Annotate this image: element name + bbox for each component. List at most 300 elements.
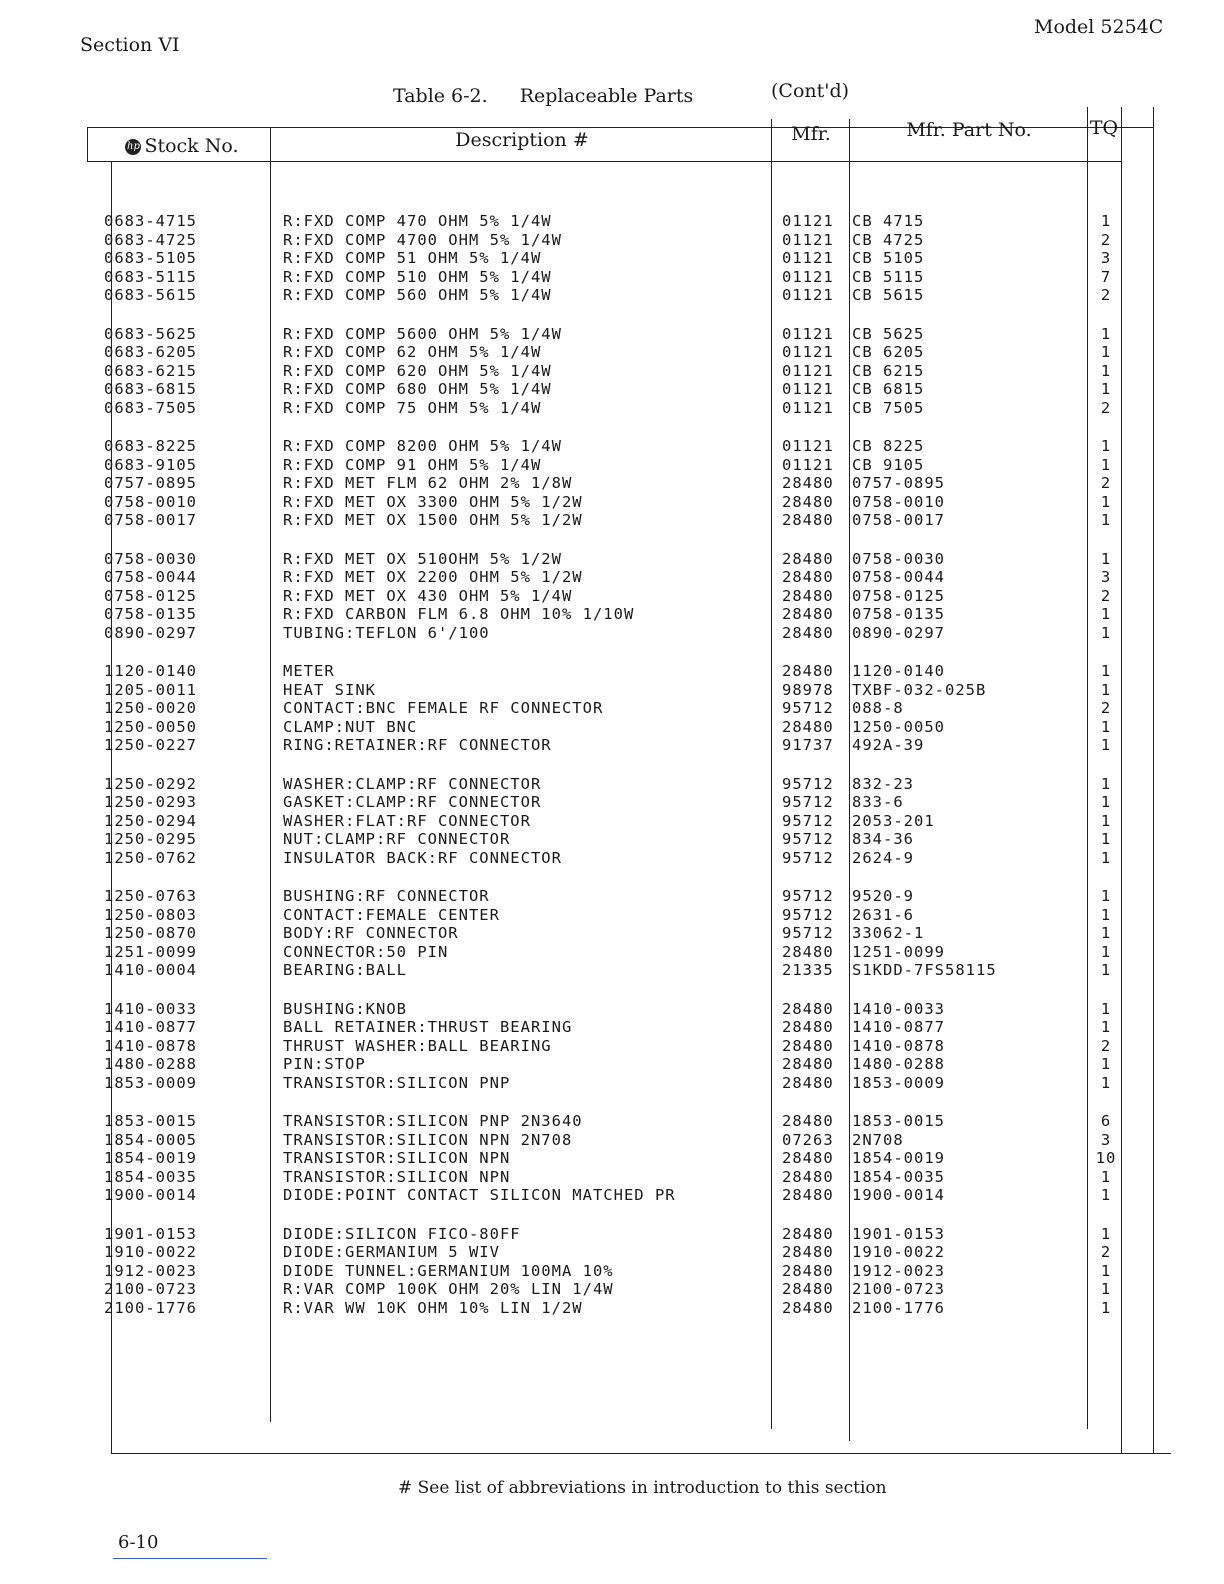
total-quantity: 2 — [1100, 286, 1112, 305]
mfr-part-number: 2100-0723 — [852, 1280, 945, 1299]
mfr-code: 28480 — [782, 942, 834, 961]
stock-number: 0683-5615 — [104, 286, 197, 305]
total-quantity: 3 — [1100, 249, 1112, 268]
mfr-code: 95712 — [782, 811, 834, 830]
mfr-code: 95712 — [782, 774, 834, 793]
mfr-code: 28480 — [782, 586, 834, 605]
stock-number: 1410-0878 — [104, 1036, 197, 1055]
stock-number: 1901-0153 — [104, 1224, 197, 1243]
table-row — [100, 343, 1140, 362]
mfr-code: 07263 — [782, 1130, 834, 1149]
description: R:FXD COMP 680 OHM 5% 1/4W — [283, 380, 552, 399]
table-row — [100, 812, 1140, 831]
total-quantity: 3 — [1100, 1130, 1112, 1149]
description: R:FXD COMP 8200 OHM 5% 1/4W — [283, 437, 562, 455]
col-header-stock: hp Stock No. — [127, 135, 239, 157]
table-row — [100, 1243, 1140, 1262]
mfr-code: 28480 — [782, 717, 834, 736]
table-row — [100, 624, 1140, 643]
description: TRANSISTOR:SILICON PNP 2N3640 — [283, 1112, 583, 1130]
total-quantity: 2 — [1100, 474, 1112, 493]
table-row — [100, 1000, 1140, 1019]
mfr-code: 01121 — [782, 343, 834, 362]
stock-number: 0683-4725 — [104, 230, 197, 249]
total-quantity: 1 — [1100, 717, 1112, 736]
table-row — [100, 474, 1140, 493]
description: CONNECTOR:50 PIN — [283, 942, 449, 961]
table-row — [100, 231, 1140, 250]
mfr-code: 28480 — [782, 662, 834, 680]
stock-number: 1912-0023 — [104, 1261, 197, 1280]
description: R:FXD COMP 62 OHM 5% 1/4W — [283, 343, 542, 362]
mfr-part-number: 1250-0050 — [852, 717, 945, 736]
part-group — [100, 775, 1140, 888]
stock-number: 0683-6215 — [104, 361, 197, 380]
total-quantity: 1 — [1100, 605, 1112, 624]
stock-number: 0758-0125 — [104, 586, 197, 605]
mfr-part-number: 2053-201 — [852, 811, 935, 830]
stock-number: 1250-0295 — [104, 830, 197, 849]
mfr-part-number: CB 9105 — [852, 455, 925, 474]
mfr-part-number: 1410-0033 — [852, 999, 945, 1018]
stock-number: 0758-0044 — [104, 568, 197, 587]
table-row — [100, 849, 1140, 868]
table-row — [100, 718, 1140, 737]
stock-number: 1250-0294 — [104, 811, 197, 830]
mfr-part-number: 1901-0153 — [852, 1224, 945, 1243]
table-row — [100, 1149, 1140, 1168]
mfr-part-number: 1410-0878 — [852, 1036, 945, 1055]
mfr-code: 28480 — [782, 1055, 834, 1074]
mfr-code: 01121 — [782, 230, 834, 249]
mfr-part-number: 0890-0297 — [852, 623, 945, 642]
total-quantity: 1 — [1100, 492, 1112, 511]
stock-number: 0683-5115 — [104, 267, 197, 286]
total-quantity: 2 — [1100, 586, 1112, 605]
stock-number: 1410-0033 — [104, 999, 197, 1018]
description: TRANSISTOR:SILICON NPN — [283, 1167, 511, 1186]
stock-number: 1250-0293 — [104, 793, 197, 812]
total-quantity: 2 — [1100, 1036, 1112, 1055]
mfr-code: 28480 — [782, 1243, 834, 1262]
mfr-part-number: 2624-9 — [852, 848, 914, 867]
stock-number: 0683-5625 — [104, 324, 197, 343]
mfr-part-number: 0758-0044 — [852, 568, 945, 587]
description: R:FXD CARBON FLM 6.8 OHM 10% 1/10W — [283, 605, 635, 624]
stock-number: 0890-0297 — [104, 623, 197, 642]
total-quantity: 1 — [1100, 942, 1112, 961]
stock-number: 0683-5105 — [104, 249, 197, 268]
stock-number: 1250-0020 — [104, 699, 197, 718]
stock-number: 2100-1776 — [104, 1298, 197, 1317]
page-number: 6-10 — [118, 1532, 159, 1553]
total-quantity: 1 — [1100, 1055, 1112, 1074]
total-quantity: 6 — [1100, 1112, 1112, 1130]
description: BEARING:BALL — [283, 961, 407, 980]
page-underline — [113, 1558, 267, 1559]
stock-number: 0683-4715 — [104, 212, 197, 230]
mfr-part-number: 2100-1776 — [852, 1298, 945, 1317]
mfr-part-number: TXBF-032-025B — [852, 680, 987, 699]
description: R:FXD COMP 620 OHM 5% 1/4W — [283, 361, 552, 380]
description: R:FXD COMP 470 OHM 5% 1/4W — [283, 212, 552, 230]
model-label: Model 5254C — [1034, 16, 1164, 38]
total-quantity: 1 — [1100, 924, 1112, 943]
mfr-part-number: CB 5115 — [852, 267, 925, 286]
table-row — [100, 380, 1140, 399]
mfr-code: 28480 — [782, 1018, 834, 1037]
total-quantity: 1 — [1100, 455, 1112, 474]
description: THRUST WASHER:BALL BEARING — [283, 1036, 552, 1055]
total-quantity: 2 — [1100, 398, 1112, 417]
stock-number: 1250-0292 — [104, 774, 197, 793]
mfr-part-number: CB 6815 — [852, 380, 925, 399]
table-row — [100, 550, 1140, 569]
mfr-code: 01121 — [782, 437, 834, 455]
mfr-code: 28480 — [782, 1073, 834, 1092]
stock-number: 0758-0030 — [104, 549, 197, 568]
total-quantity: 1 — [1100, 1186, 1112, 1205]
total-quantity: 3 — [1100, 568, 1112, 587]
mfr-code: 91737 — [782, 736, 834, 755]
mfr-part-number: 1853-0009 — [852, 1073, 945, 1092]
table-row — [100, 1262, 1140, 1281]
table-row — [100, 212, 1140, 231]
stock-number: 0683-8225 — [104, 437, 197, 455]
stock-number: 1854-0035 — [104, 1167, 197, 1186]
stock-number: 1251-0099 — [104, 942, 197, 961]
part-group — [100, 1225, 1140, 1338]
mfr-code: 01121 — [782, 455, 834, 474]
footnote: # See list of abbreviations in introduction to this section — [398, 1478, 887, 1498]
mfr-part-number: 832-23 — [852, 774, 914, 793]
stock-number: 0758-0017 — [104, 511, 197, 530]
table-row — [100, 437, 1140, 456]
mfr-part-number: 1900-0014 — [852, 1186, 945, 1205]
table-row — [100, 1131, 1140, 1150]
mfr-part-number: 0758-0010 — [852, 492, 945, 511]
stock-number: 1205-0011 — [104, 680, 197, 699]
total-quantity: 1 — [1100, 793, 1112, 812]
mfr-code: 01121 — [782, 398, 834, 417]
description: TRANSISTOR:SILICON NPN 2N708 — [283, 1130, 573, 1149]
mfr-code: 95712 — [782, 830, 834, 849]
stock-number: 0683-6205 — [104, 343, 197, 362]
stock-number: 0683-7505 — [104, 398, 197, 417]
stock-number: 1854-0005 — [104, 1130, 197, 1149]
total-quantity: 1 — [1100, 848, 1112, 867]
total-quantity: 1 — [1100, 511, 1112, 530]
mfr-code: 28480 — [782, 1167, 834, 1186]
table-row — [100, 1037, 1140, 1056]
stock-number: 1120-0140 — [104, 662, 197, 680]
stock-number: 0758-0135 — [104, 605, 197, 624]
total-quantity: 1 — [1100, 961, 1112, 980]
total-quantity: 1 — [1100, 1073, 1112, 1092]
total-quantity: 1 — [1100, 887, 1112, 905]
table-row — [100, 1112, 1140, 1131]
parts-list — [100, 212, 1140, 1337]
table-row — [100, 1168, 1140, 1187]
part-group — [100, 1000, 1140, 1113]
description: DIODE TUNNEL:GERMANIUM 100MA 10% — [283, 1261, 614, 1280]
table-row — [100, 249, 1140, 268]
description: R:FXD COMP 4700 OHM 5% 1/4W — [283, 230, 562, 249]
description: DIODE:SILICON FICO-80FF — [283, 1224, 521, 1243]
total-quantity: 1 — [1100, 680, 1112, 699]
col-header-tq: TQ — [1089, 117, 1119, 139]
description: R:FXD MET OX 510OHM 5% 1/2W — [283, 549, 562, 568]
mfr-part-number: CB 4725 — [852, 230, 925, 249]
table-row — [100, 906, 1140, 925]
table-row — [100, 493, 1140, 512]
description: DIODE:POINT CONTACT SILICON MATCHED PR — [283, 1186, 676, 1205]
description: WASHER:CLAMP:RF CONNECTOR — [283, 774, 542, 793]
mfr-code: 95712 — [782, 905, 834, 924]
mfr-code: 28480 — [782, 1149, 834, 1168]
total-quantity: 1 — [1100, 1167, 1112, 1186]
total-quantity: 2 — [1100, 1243, 1112, 1262]
description: RING:RETAINER:RF CONNECTOR — [283, 736, 552, 755]
table-row — [100, 325, 1140, 344]
stock-number: 0683-6815 — [104, 380, 197, 399]
mfr-code: 28480 — [782, 999, 834, 1018]
stock-number: 1250-0870 — [104, 924, 197, 943]
mfr-part-number: 2N708 — [852, 1130, 904, 1149]
continued-label: (Cont'd) — [771, 80, 850, 102]
mfr-part-number: CB 5105 — [852, 249, 925, 268]
hp-logo-icon: hp — [125, 139, 141, 155]
stock-number: 0757-0895 — [104, 474, 197, 493]
mfr-part-number: CB 8225 — [852, 437, 925, 455]
description: BALL RETAINER:THRUST BEARING — [283, 1018, 573, 1037]
stock-number: 1480-0288 — [104, 1055, 197, 1074]
mfr-part-number: 1251-0099 — [852, 942, 945, 961]
mfr-code: 28480 — [782, 1224, 834, 1243]
total-quantity: 1 — [1100, 662, 1112, 680]
table-row — [100, 1018, 1140, 1037]
description: CLAMP:NUT BNC — [283, 717, 418, 736]
mfr-part-number: 1854-0019 — [852, 1149, 945, 1168]
total-quantity: 1 — [1100, 1298, 1112, 1317]
left-border-header — [87, 127, 88, 161]
total-quantity: 1 — [1100, 811, 1112, 830]
total-quantity: 1 — [1100, 1261, 1112, 1280]
mfr-code: 28480 — [782, 1261, 834, 1280]
col-header-part: Mfr. Part No. — [906, 119, 1032, 141]
mfr-part-number: 2631-6 — [852, 905, 914, 924]
table-title — [393, 85, 693, 107]
stock-number: 0683-9105 — [104, 455, 197, 474]
description: R:VAR WW 10K OHM 10% LIN 1/2W — [283, 1298, 583, 1317]
table-row — [100, 1074, 1140, 1093]
total-quantity: 1 — [1100, 380, 1112, 399]
total-quantity: 1 — [1100, 1280, 1112, 1299]
mfr-code: 01121 — [782, 286, 834, 305]
col-header-description: Description # — [455, 129, 589, 151]
table-bottom-border — [111, 1453, 1171, 1454]
description: CONTACT:BNC FEMALE RF CONNECTOR — [283, 699, 604, 718]
mfr-part-number: 1410-0877 — [852, 1018, 945, 1037]
mfr-part-number: CB 5615 — [852, 286, 925, 305]
total-quantity: 1 — [1100, 343, 1112, 362]
mfr-part-number: 1120-0140 — [852, 662, 945, 680]
total-quantity: 7 — [1100, 267, 1112, 286]
description: TUBING:TEFLON 6'/100 — [283, 623, 490, 642]
description: NUT:CLAMP:RF CONNECTOR — [283, 830, 511, 849]
stock-number: 1410-0004 — [104, 961, 197, 980]
table-row — [100, 456, 1140, 475]
mfr-code: 95712 — [782, 699, 834, 718]
part-group — [100, 212, 1140, 325]
description: TRANSISTOR:SILICON PNP — [283, 1073, 511, 1092]
mfr-code: 95712 — [782, 924, 834, 943]
stock-number: 1900-0014 — [104, 1186, 197, 1205]
mfr-part-number: 834-36 — [852, 830, 914, 849]
total-quantity: 1 — [1100, 999, 1112, 1018]
mfr-code: 28480 — [782, 623, 834, 642]
mfr-part-number: 1912-0023 — [852, 1261, 945, 1280]
mfr-part-number: CB 5625 — [852, 324, 925, 343]
table-row — [100, 662, 1140, 681]
total-quantity: 1 — [1100, 774, 1112, 793]
mfr-code: 28480 — [782, 1298, 834, 1317]
description: WASHER:FLAT:RF CONNECTOR — [283, 811, 531, 830]
mfr-part-number: 33062-1 — [852, 924, 925, 943]
stock-number: 0758-0010 — [104, 492, 197, 511]
table-number: Table 6-2. — [393, 85, 488, 107]
stock-number: 1910-0022 — [104, 1243, 197, 1262]
mfr-part-number: S1KDD-7FS58115 — [852, 961, 997, 980]
total-quantity: 1 — [1100, 324, 1112, 343]
description: TRANSISTOR:SILICON NPN — [283, 1149, 511, 1168]
description: CONTACT:FEMALE CENTER — [283, 905, 500, 924]
part-group — [100, 887, 1140, 1000]
right-border — [1153, 107, 1154, 1453]
stock-number: 2100-0723 — [104, 1280, 197, 1299]
total-quantity: 1 — [1100, 549, 1112, 568]
total-quantity: 1 — [1100, 1018, 1112, 1037]
stock-number: 1250-0763 — [104, 887, 197, 905]
mfr-part-number: 0757-0895 — [852, 474, 945, 493]
description: R:FXD MET OX 430 OHM 5% 1/4W — [283, 586, 573, 605]
mfr-code: 95712 — [782, 793, 834, 812]
table-name: Replaceable Parts — [519, 85, 694, 107]
description: R:FXD MET FLM 62 OHM 2% 1/8W — [283, 474, 573, 493]
stock-number: 1250-0227 — [104, 736, 197, 755]
description: R:FXD COMP 510 OHM 5% 1/4W — [283, 267, 552, 286]
mfr-part-number: 9520-9 — [852, 887, 914, 905]
table-row — [100, 1055, 1140, 1074]
description: INSULATOR BACK:RF CONNECTOR — [283, 848, 562, 867]
mfr-part-number: 833-6 — [852, 793, 904, 812]
mfr-part-number: 0758-0125 — [852, 586, 945, 605]
total-quantity: 1 — [1100, 212, 1112, 230]
mfr-part-number: 492A-39 — [852, 736, 925, 755]
table-row — [100, 736, 1140, 755]
mfr-part-number: 0758-0030 — [852, 549, 945, 568]
description: PIN:STOP — [283, 1055, 366, 1074]
part-group — [100, 550, 1140, 663]
description: R:FXD COMP 51 OHM 5% 1/4W — [283, 249, 542, 268]
total-quantity: 2 — [1100, 699, 1112, 718]
table-row — [100, 699, 1140, 718]
mfr-code: 28480 — [782, 1186, 834, 1205]
mfr-code: 01121 — [782, 249, 834, 268]
stock-number: 1410-0877 — [104, 1018, 197, 1037]
mfr-code: 01121 — [782, 212, 834, 230]
part-group — [100, 1112, 1140, 1225]
mfr-part-number: CB 6205 — [852, 343, 925, 362]
mfr-part-number: 1854-0035 — [852, 1167, 945, 1186]
table-row — [100, 362, 1140, 381]
description: R:VAR COMP 100K OHM 20% LIN 1/4W — [283, 1280, 614, 1299]
description: METER — [283, 662, 335, 680]
col-header-mfr: Mfr. — [791, 123, 831, 145]
part-group — [100, 325, 1140, 438]
description: BUSHING:RF CONNECTOR — [283, 887, 490, 905]
mfr-code: 28480 — [782, 1112, 834, 1130]
mfr-part-number: 0758-0017 — [852, 511, 945, 530]
total-quantity: 1 — [1100, 361, 1112, 380]
mfr-code: 28480 — [782, 511, 834, 530]
table-row — [100, 587, 1140, 606]
table-row — [100, 775, 1140, 794]
description: R:FXD MET OX 1500 OHM 5% 1/2W — [283, 511, 583, 530]
total-quantity: 1 — [1100, 830, 1112, 849]
description: R:FXD MET OX 2200 OHM 5% 1/2W — [283, 568, 583, 587]
mfr-code: 28480 — [782, 474, 834, 493]
mfr-code: 28480 — [782, 568, 834, 587]
table-row — [100, 830, 1140, 849]
section-label: Section VI — [80, 34, 180, 56]
mfr-code: 28480 — [782, 492, 834, 511]
stock-number: 1853-0009 — [104, 1073, 197, 1092]
description: R:FXD COMP 91 OHM 5% 1/4W — [283, 455, 542, 474]
description: BUSHING:KNOB — [283, 999, 407, 1018]
table-row — [100, 924, 1140, 943]
part-group — [100, 662, 1140, 775]
stock-number: 1250-0762 — [104, 848, 197, 867]
mfr-code: 01121 — [782, 267, 834, 286]
table-row — [100, 887, 1140, 906]
header-bottom-border — [87, 161, 1121, 162]
stock-number: 1853-0015 — [104, 1112, 197, 1130]
table-row — [100, 1280, 1140, 1299]
mfr-part-number: 088-8 — [852, 699, 904, 718]
stock-number: 1250-0050 — [104, 717, 197, 736]
total-quantity: 1 — [1100, 905, 1112, 924]
total-quantity: 1 — [1100, 623, 1112, 642]
table-row — [100, 268, 1140, 287]
mfr-code: 28480 — [782, 1280, 834, 1299]
mfr-code: 28480 — [782, 605, 834, 624]
table-row — [100, 605, 1140, 624]
table-row — [100, 286, 1140, 305]
description: DIODE:GERMANIUM 5 WIV — [283, 1243, 500, 1262]
mfr-part-number: CB 4715 — [852, 212, 925, 230]
table-row — [100, 961, 1140, 980]
mfr-part-number: 1910-0022 — [852, 1243, 945, 1262]
mfr-part-number: 1480-0288 — [852, 1055, 945, 1074]
total-quantity: 2 — [1100, 230, 1112, 249]
description: R:FXD MET OX 3300 OHM 5% 1/2W — [283, 492, 583, 511]
description: HEAT SINK — [283, 680, 376, 699]
table-row — [100, 1186, 1140, 1205]
total-quantity: 10 — [1095, 1149, 1117, 1168]
table-row — [100, 568, 1140, 587]
table-row — [100, 943, 1140, 962]
